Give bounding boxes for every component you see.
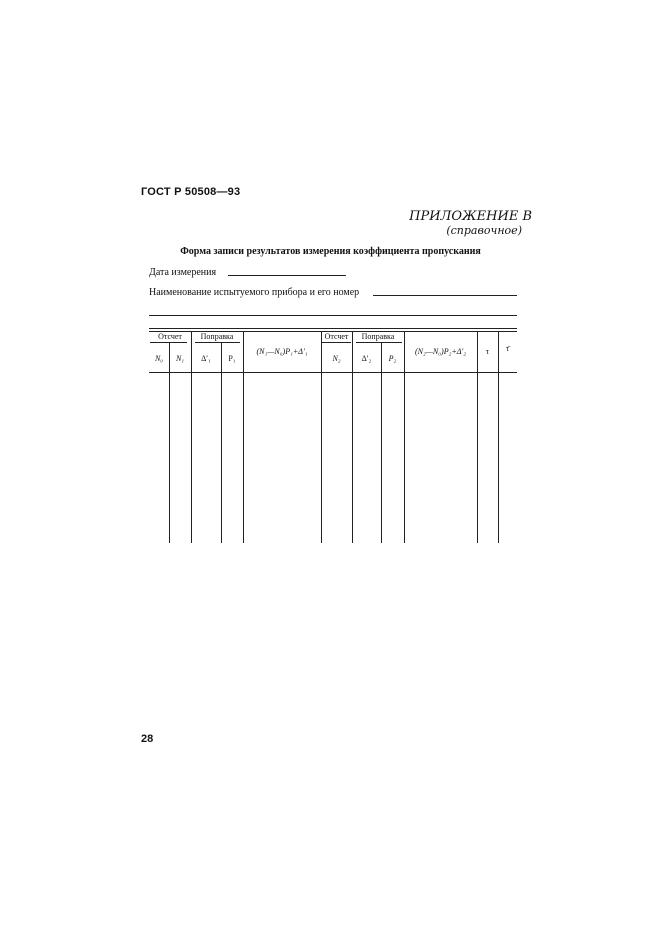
column-divider [221, 343, 222, 543]
column-divider [243, 331, 244, 543]
table-top-border [149, 328, 517, 329]
column-divider [498, 331, 499, 543]
group-underline [322, 342, 351, 343]
appendix-title: ПРИЛОЖЕНИЕ В [409, 209, 532, 224]
column-header-n2: N₂ [332, 354, 341, 363]
page-number: 28 [141, 733, 154, 745]
column-divider [477, 331, 478, 543]
group-underline [195, 342, 240, 343]
date-field[interactable] [228, 275, 346, 276]
column-divider [404, 331, 405, 543]
group-header-correction-2: Поправка [361, 332, 395, 341]
document-code: ГОСТ Р 50508—93 [141, 186, 241, 198]
group-underline [356, 342, 402, 343]
column-header-p1: P₁ [228, 354, 236, 363]
device-field[interactable] [373, 295, 517, 296]
column-header-formula-1: (N₁—N₀)P₁+Δ′₁ [256, 347, 308, 356]
column-header-p2: P₂ [388, 354, 397, 363]
column-header-delta2: Δ′₂ [361, 354, 372, 363]
column-header-tau-mean: τ̄ [505, 344, 510, 353]
column-header-tau: τ [485, 347, 490, 356]
group-header-reading-1: Отсчет [158, 332, 182, 341]
group-header-correction-1: Поправка [200, 332, 234, 341]
device-label: Наименование испытуемого прибора и его номер [149, 287, 360, 298]
appendix-subtitle: (справочное) [446, 224, 522, 237]
column-header-n1: N₁ [175, 354, 185, 363]
column-divider [169, 343, 170, 543]
date-label: Дата измерения [149, 267, 217, 278]
group-header-reading-2: Отсчет [324, 332, 349, 341]
header-bottom-border [149, 372, 517, 373]
column-header-formula-2: (N₂—N₀)P₂+Δ′₂ [415, 347, 466, 356]
column-header-delta1: Δ′₁ [201, 354, 211, 363]
appendix-heading [409, 210, 532, 238]
column-header-n0: N₀ [154, 354, 164, 363]
column-divider [381, 343, 382, 543]
device-field-continued[interactable] [149, 315, 517, 316]
form-title: Форма записи результатов измерения коэффициента пропускания [180, 246, 481, 257]
